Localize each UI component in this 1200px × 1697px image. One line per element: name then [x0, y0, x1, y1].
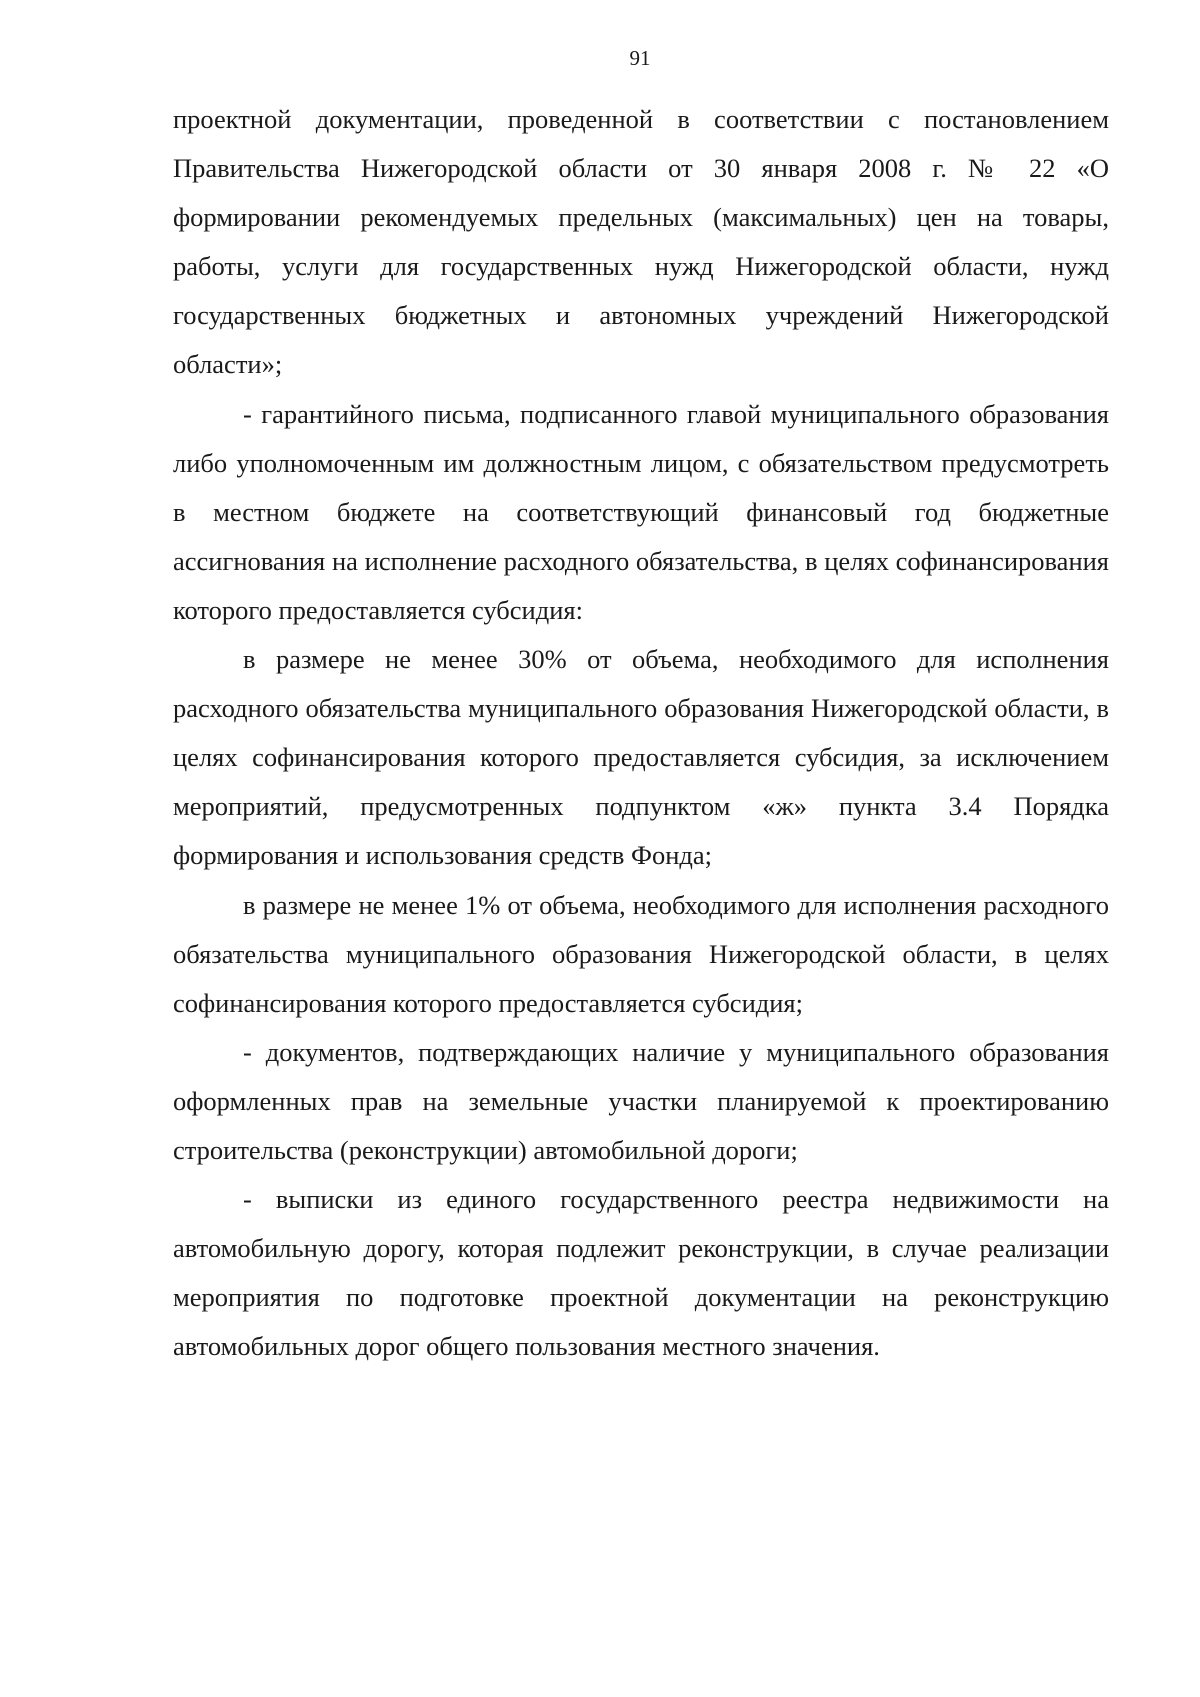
paragraph-share-30-percent: в размере не менее 30% от объема, необходимого для исполнения расходного обязательства муниципального образования Нижегородской области, в целях софинансирования которого предоставляется субсидия, за исключением мероприятий, предусмотренных подпунктом «ж» пункта 3.4 Порядка формирования и использования средств Фонда;	[173, 644, 1109, 871]
paragraph-share-1-percent: в размере не менее 1% от объема, необходимого для исполнения расходного обязательства муниципального образования Нижегородской области, в целях софинансирования которого предоставляется субсидия;	[173, 889, 1109, 1018]
paragraph-land-rights-documents: - документов, подтверждающих наличие у муниципального образования оформленных прав на земельные участки планируемой к проектированию строительства (реконструкции) автомобильной дороги;	[173, 1036, 1109, 1165]
paragraph-project-documentation: проектной документации, проведенной в соответствии с постановлением Правительства Нижегородской области от 30 января 2008 г. № 22 «О формировании рекомендуемых предельных (максимальных) цен на товары, работы, услуги для государственных нужд Нижегородской области, нужд государственных бюджетных и автономных учреждений Нижегородской области»;	[173, 104, 1109, 380]
page-number: 91	[629, 46, 651, 70]
paragraph-registry-extract: - выписки из единого государственного реестра недвижимости на автомобильную дорогу, которая подлежит реконструкции, в случае реализации мероприятия по подготовке проектной документации на реконструкцию автомобильных дорог общего пользования местного значения.	[173, 1184, 1109, 1362]
paragraph-guarantee-letter: - гарантийного письма, подписанного главой муниципального образования либо уполномоченным им должностным лицом, с обязательством предусмотреть в местном бюджете на соответствующий финансовый год бюджетные ассигнования на исполнение расходного обязательства, в целях софинансирования которого предоставляется субсидия:	[173, 398, 1109, 625]
document-body	[173, 95, 1109, 1371]
